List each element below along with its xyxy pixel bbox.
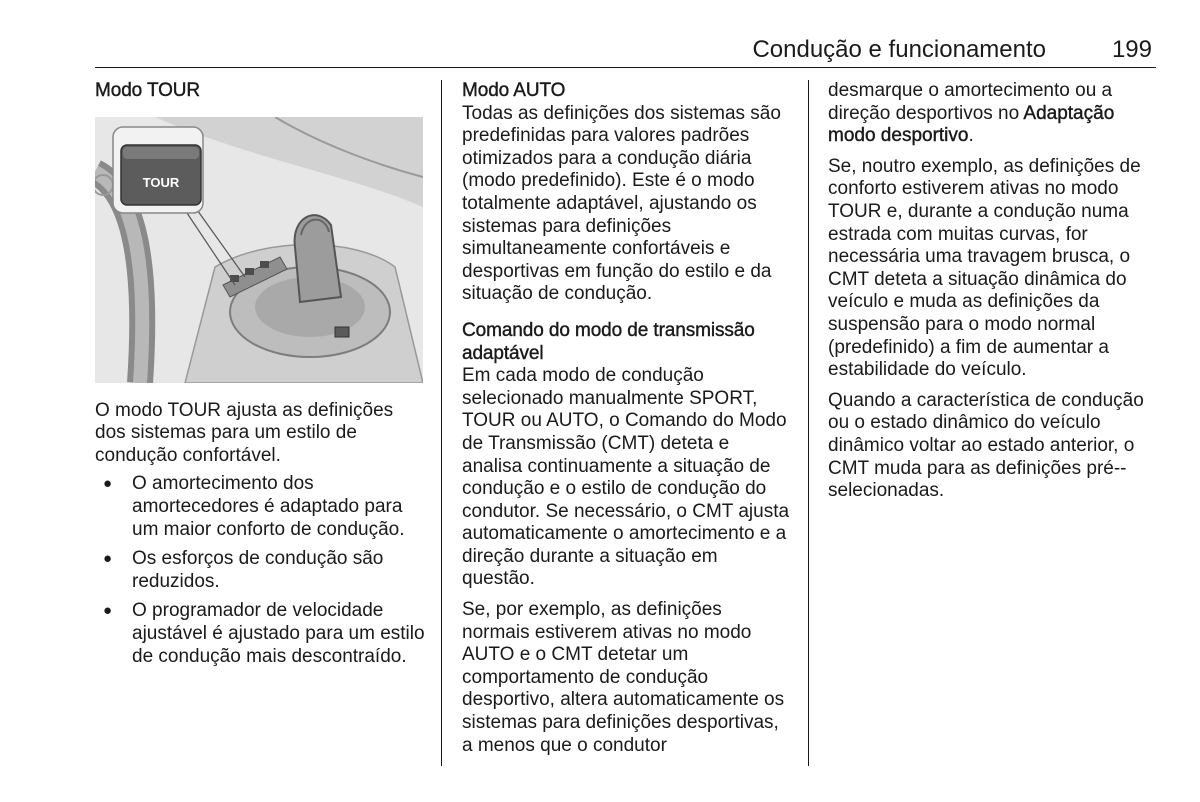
heading-cmt: Comando do modo de transmissão adaptável — [462, 319, 755, 364]
setting-name: Adaptação modo desportivo — [828, 102, 1115, 147]
column-1 — [95, 80, 425, 675]
tour-intro: O modo TOUR ajusta as definições dos sistemas para um estilo de condução confortável. — [95, 399, 394, 466]
example-text: Se, por exemplo, as definições normais estiverem ativas no modo AUTO e o CMT detetar um comportamento de condução desportivo, altera automaticamente os sistemas para definições desportivas, a menos que o condutor — [462, 599, 785, 756]
auto-mode-text: Todas as definições dos sistemas são predefinidas para valores padrões otimizados para a condução diária (modo predefinido). Este é o modo totalmente adaptável, ajustando os sistemas para definições simultaneamente confortáveis e desportivas em função do estilo e da situação de condução. — [462, 102, 781, 305]
page-header — [95, 33, 1156, 68]
continued-text: desmarque o amortecimento ou a direção desportivos no Adaptação modo desportivo. — [828, 80, 1115, 147]
column-3 — [828, 80, 1158, 503]
list-item: ● O programador de velocidade ajustável é ajustado para um estilo de condução mais descontraído. — [95, 600, 425, 668]
column-divider — [808, 80, 809, 766]
column-divider — [441, 80, 442, 766]
list-item: ● Os esforços de condução são reduzidos. — [95, 548, 425, 593]
gear-shifter-console-illustration — [95, 117, 423, 383]
second-example-text: Se, noutro exemplo, as definições de conforto estiverem ativas no modo TOUR e, durante a condução numa estrada com muitas curvas, for necessária uma travagem brusca, o CMT deteta a situação dinâmica do veículo e muda as definições da suspensão para o modo normal (predefinido) a fim de aumentar a estabilidade do veículo. — [828, 155, 1141, 381]
tour-bullets — [95, 473, 425, 668]
cmt-text: Em cada modo de condução selecionado manualmente SPORT, TOUR ou AUTO, o Comando do Modo de Transmissão (CMT) deteta e analisa continuamente a situação de condução e o estilo de condução do condutor. Se necessário, o CMT ajusta automaticamente o amortecimento e a direção durante a situação em questão. — [462, 365, 790, 590]
list-item: ● O amortecimento dos amortecedores é adaptado para um maior conforto de condução. — [95, 473, 425, 541]
column-2 — [462, 80, 792, 757]
page-number: 199 — [1111, 36, 1152, 63]
heading-auto-mode: Modo AUTO — [462, 80, 566, 101]
tour-button-label: TOUR — [142, 174, 180, 190]
heading-tour-mode: Modo TOUR — [95, 80, 201, 101]
section-title: Condução e funcionamento — [752, 36, 1046, 63]
return-state-text: Quando a característica de condução ou o estado dinâmico do veículo dinâmico voltar ao estado anterior, o CMT muda para as definições pré--selecionadas. — [828, 389, 1144, 502]
